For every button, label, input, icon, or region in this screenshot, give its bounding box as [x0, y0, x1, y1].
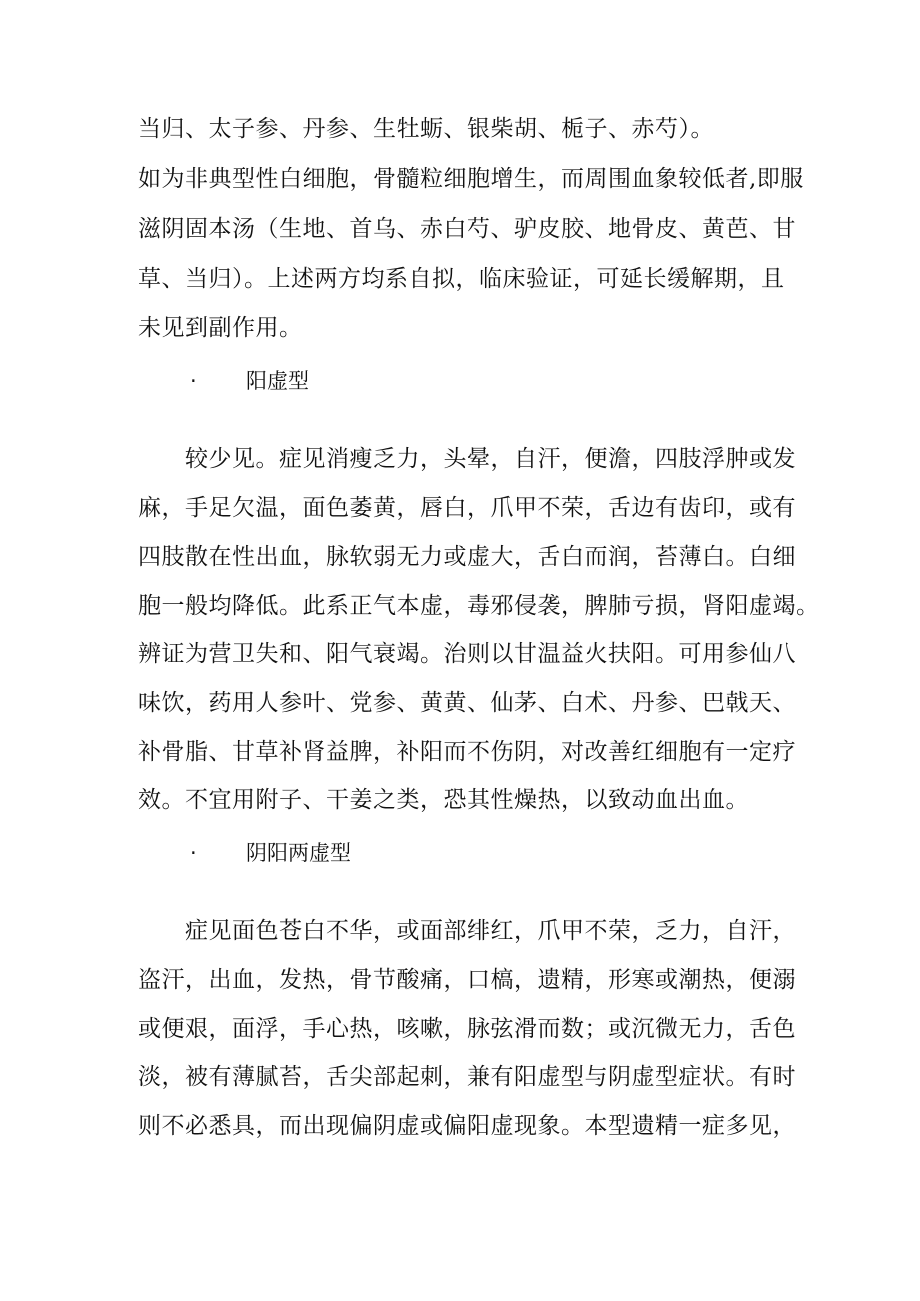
yang-line-2: 麻，手足欠温，面色萎黄，唇白，爪甲不荣，舌边有齿印，或有	[138, 495, 796, 521]
yinyang-line-3: 或便艰，面浮，手心热，咳嗽，脉弦滑而数；或沉微无力，舌色	[138, 1016, 796, 1042]
yinyang-line-2: 盗汗，出血，发热，骨节酸痛，口槁，遗精，形寒或潮热，便溺	[138, 967, 796, 993]
intro-line-2: 如为非典型性白细胞，骨髓粒细胞增生，而周围血象较低者,即服	[138, 166, 804, 192]
section-title: 阳虚型	[246, 369, 309, 393]
section-heading-yang-deficiency	[190, 366, 309, 396]
bullet-icon: ·	[190, 369, 197, 393]
intro-line-5: 未见到副作用。	[138, 315, 303, 341]
yang-line-6: 味饮，药用人参叶、党参、黄黄、仙茅、白术、丹参、巴戟天、	[138, 690, 796, 716]
yinyang-line-4: 淡，被有薄腻苔，舌尖部起刺，兼有阳虚型与阴虚型症状。有时	[138, 1064, 796, 1090]
bullet-icon: ·	[190, 841, 197, 865]
yinyang-line-5: 则不必悉具，而出现偏阴虚或偏阳虚现象。本型遗精一症多见，	[138, 1113, 796, 1139]
yinyang-line-1: 症见面色苍白不华，或面部绯红，爪甲不荣，乏力，自汗，	[185, 918, 796, 944]
yang-line-5: 辨证为营卫失和、阳气衰竭。治则以甘温益火扶阳。可用参仙八	[138, 641, 796, 667]
section-heading-yin-yang-deficiency	[190, 838, 351, 868]
yang-line-4: 胞一般均降低。此系正气本虚，毒邪侵袭，脾肺亏损，肾阳虚竭。	[138, 593, 820, 619]
intro-line-4: 草、当归）。上述两方均系自拟，临床验证，可延长缓解期，且	[138, 266, 785, 292]
yang-line-8: 效。不宜用附子、干姜之类，恐其性燥热，以致动血出血。	[138, 787, 749, 813]
intro-line-3: 滋阴固本汤（生地、首乌、赤白芍、驴皮胶、地骨皮、黄芭、甘	[138, 216, 796, 242]
intro-line-1: 当归、太子参、丹参、生牡蛎、银柴胡、栀子、赤芍）。	[138, 116, 714, 142]
section-title: 阴阳两虚型	[246, 841, 351, 865]
yang-line-3: 四肢散在性出血，脉软弱无力或虚大，舌白而润，苔薄白。白细	[138, 544, 796, 570]
yang-line-1: 较少见。症见消瘦乏力，头晕，自汗，便澹，四肢浮肿或发	[185, 446, 796, 472]
yang-line-7: 补骨脂、甘草补肾益脾，补阳而不伤阴，对改善红细胞有一定疗	[138, 739, 796, 765]
